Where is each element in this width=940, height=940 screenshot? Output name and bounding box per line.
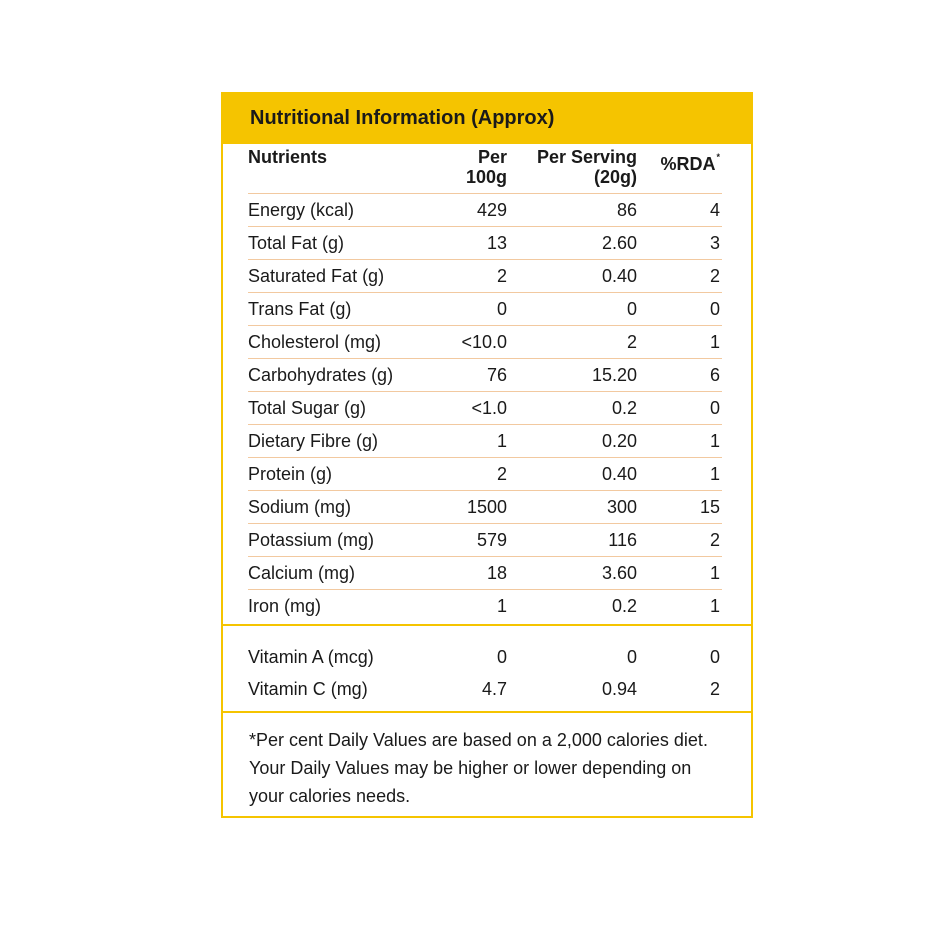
per-100g-value: 13 bbox=[486, 232, 507, 253]
table-row bbox=[248, 293, 722, 326]
rda-value: 1 bbox=[709, 562, 720, 583]
rda-value: 2 bbox=[709, 678, 720, 699]
per-100g-value: 1 bbox=[496, 430, 507, 451]
per-100g-value: 2 bbox=[496, 463, 507, 484]
rda-value: 1 bbox=[709, 331, 720, 352]
table-row bbox=[248, 458, 722, 491]
table-row bbox=[248, 641, 722, 673]
per-100g-value: 429 bbox=[476, 199, 507, 220]
nutrition-panel bbox=[221, 92, 753, 818]
per-100g-value: 4.7 bbox=[481, 678, 507, 699]
per-serving-value: 0.2 bbox=[611, 397, 637, 418]
per-100g-value: 1500 bbox=[466, 496, 507, 517]
nutrition-table bbox=[248, 144, 722, 623]
header-nutrients: Nutrients bbox=[248, 147, 328, 167]
rda-value: 6 bbox=[709, 364, 720, 385]
per-100g-value: 76 bbox=[486, 364, 507, 385]
table-row bbox=[248, 227, 722, 260]
rda-value: 1 bbox=[709, 596, 720, 616]
header-rda-label: %RDA bbox=[660, 154, 716, 174]
rda-value: 2 bbox=[709, 265, 720, 286]
table-row bbox=[248, 194, 722, 227]
table-row bbox=[248, 359, 722, 392]
table-row bbox=[248, 491, 722, 524]
per-serving-value: 0.40 bbox=[601, 463, 637, 484]
rda-value: 2 bbox=[709, 529, 720, 550]
nutrient-name: Protein (g) bbox=[248, 463, 333, 484]
footnote-line-1: *Per cent Daily Values are based on a 2,000 calories diet. bbox=[249, 730, 708, 750]
per-serving-value: 86 bbox=[616, 199, 637, 220]
panel-title: Nutritional Information (Approx) bbox=[223, 94, 751, 144]
per-100g-value: 0 bbox=[496, 646, 507, 667]
header-per-100g-line1: Per bbox=[477, 147, 507, 167]
nutrient-name: Vitamin A (mcg) bbox=[248, 646, 374, 667]
per-100g-value: 2 bbox=[496, 265, 507, 286]
table-header-row bbox=[248, 144, 722, 194]
table-row bbox=[248, 425, 722, 458]
per-100g-value: 579 bbox=[476, 529, 507, 550]
per-serving-value: 0.94 bbox=[601, 678, 637, 699]
header-per-100g bbox=[426, 147, 507, 187]
nutrient-name: Iron (mg) bbox=[248, 596, 322, 616]
footnote bbox=[223, 713, 751, 810]
nutrient-name: Total Sugar (g) bbox=[248, 397, 367, 418]
per-100g-value: 1 bbox=[496, 596, 507, 616]
per-serving-value: 0.40 bbox=[601, 265, 637, 286]
nutrient-name: Total Fat (g) bbox=[248, 232, 345, 253]
rda-value: 4 bbox=[709, 199, 720, 220]
rda-value: 1 bbox=[709, 430, 720, 451]
nutrient-name: Vitamin C (mg) bbox=[248, 678, 368, 699]
table-row bbox=[248, 557, 722, 590]
header-rda-mark: * bbox=[716, 152, 720, 162]
rda-value: 1 bbox=[709, 463, 720, 484]
per-100g-value: <1.0 bbox=[471, 397, 507, 418]
footnote-line-3: your calories needs. bbox=[249, 786, 411, 806]
nutrient-name: Potassium (mg) bbox=[248, 529, 375, 550]
rda-value: 0 bbox=[709, 298, 720, 319]
nutrient-rows bbox=[248, 194, 722, 623]
per-serving-value: 0 bbox=[626, 298, 637, 319]
per-serving-value: 0.2 bbox=[611, 596, 637, 616]
nutrient-name: Trans Fat (g) bbox=[248, 298, 352, 319]
rda-value: 0 bbox=[709, 397, 720, 418]
table-row bbox=[248, 260, 722, 293]
per-serving-value: 0 bbox=[626, 646, 637, 667]
table-row bbox=[248, 524, 722, 557]
table-row bbox=[248, 673, 722, 705]
header-per-serving-line2: (20g) bbox=[593, 167, 637, 187]
rda-value: 0 bbox=[709, 646, 720, 667]
rda-value: 3 bbox=[709, 232, 720, 253]
per-serving-value: 0.20 bbox=[601, 430, 637, 451]
per-serving-value: 2 bbox=[626, 331, 637, 352]
vitamin-rows bbox=[248, 626, 722, 711]
nutrient-name: Saturated Fat (g) bbox=[248, 265, 385, 286]
nutrient-name: Sodium (mg) bbox=[248, 496, 352, 517]
table-row bbox=[248, 326, 722, 359]
rda-value: 15 bbox=[699, 496, 720, 517]
nutrient-name: Energy (kcal) bbox=[248, 199, 355, 220]
per-100g-value: <10.0 bbox=[461, 331, 507, 352]
nutrient-name: Cholesterol (mg) bbox=[248, 331, 382, 352]
per-serving-value: 2.60 bbox=[601, 232, 637, 253]
nutrient-name: Calcium (mg) bbox=[248, 562, 356, 583]
header-per-serving-line1: Per Serving bbox=[536, 147, 637, 167]
per-serving-value: 116 bbox=[608, 529, 637, 550]
footnote-line-2: Your Daily Values may be higher or lower depending on bbox=[249, 758, 692, 778]
table-row bbox=[248, 392, 722, 425]
table-row bbox=[248, 590, 722, 623]
per-100g-value: 0 bbox=[496, 298, 507, 319]
header-per-100g-line2: 100g bbox=[465, 167, 507, 187]
header-rda bbox=[637, 147, 720, 174]
per-serving-value: 15.20 bbox=[591, 364, 637, 385]
header-per-serving bbox=[507, 147, 637, 187]
nutrient-name: Dietary Fibre (g) bbox=[248, 430, 379, 451]
nutrient-name: Carbohydrates (g) bbox=[248, 364, 394, 385]
per-100g-value: 18 bbox=[486, 562, 507, 583]
per-serving-value: 300 bbox=[606, 496, 637, 517]
per-serving-value: 3.60 bbox=[601, 562, 637, 583]
